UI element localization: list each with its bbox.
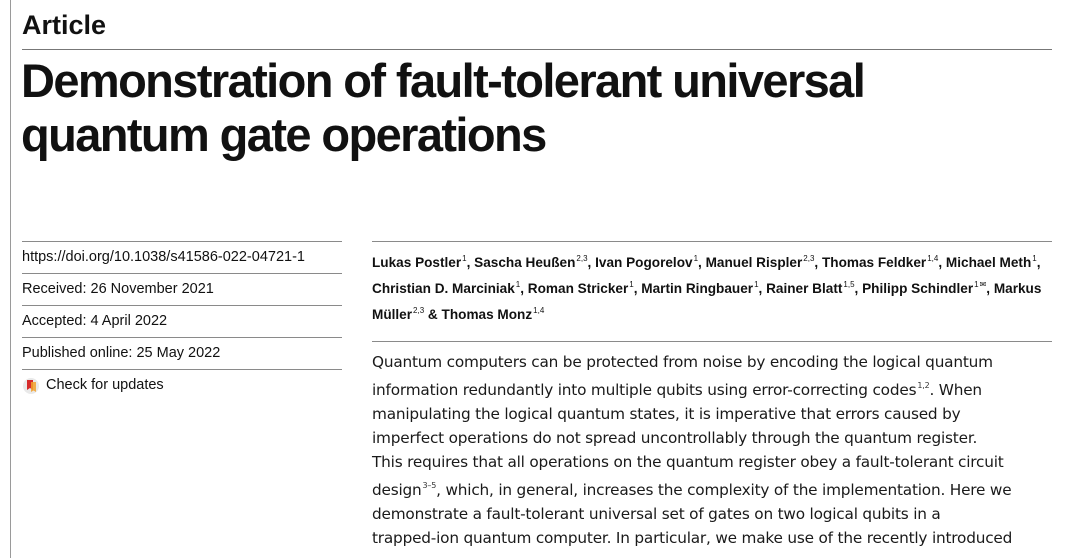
check-for-updates-label: Check for updates: [46, 377, 164, 393]
abstract-text: , which, in general, increases the complexity of the implementation. Here we: [436, 481, 1012, 499]
author-separator: ,: [1036, 255, 1041, 270]
abstract-text: . When: [929, 381, 982, 399]
author-affiliation: 1: [974, 280, 979, 289]
author-name[interactable]: Michael Meth: [945, 255, 1032, 270]
author-separator: ,: [698, 255, 706, 270]
published-date: Published online: 25 May 2022: [22, 337, 342, 369]
author-separator: ,: [633, 281, 642, 296]
abstract-divider: [372, 341, 1052, 342]
author-affiliation: 1: [754, 280, 759, 289]
author-separator: ,: [938, 255, 946, 270]
author-name[interactable]: Ivan Pogorelov: [595, 255, 693, 270]
author-name[interactable]: Markus Müller: [372, 281, 1042, 322]
author-affiliation: 2,3: [576, 254, 588, 263]
citation-reference[interactable]: 1,2: [917, 381, 930, 390]
left-margin-rule: [10, 0, 11, 558]
abstract-text: design: [372, 481, 422, 499]
abstract-line: [372, 526, 1052, 550]
author-affiliation: 1,4: [927, 254, 939, 263]
author-name[interactable]: Roman Stricker: [527, 281, 629, 296]
abstract-text: This requires that all operations on the quantum register obey a fault-tolerant circuit: [372, 453, 1004, 471]
abstract: [372, 350, 1052, 550]
doi-link[interactable]: https://doi.org/10.1038/s41586-022-04721-1: [22, 241, 342, 273]
header-divider: [22, 49, 1052, 50]
article-title: [21, 54, 1061, 162]
citation-reference[interactable]: 3–5: [422, 481, 437, 490]
title-line: quantum gate operations: [21, 108, 546, 161]
author-separator: ,: [854, 281, 863, 296]
abstract-text: manipulating the logical quantum states, it is imperative that errors caused by: [372, 405, 961, 423]
abstract-line: [372, 374, 1052, 402]
abstract-line: [372, 474, 1052, 502]
author-affiliation: 1,4: [533, 306, 545, 315]
author-name[interactable]: Martin Ringbauer: [641, 281, 754, 296]
abstract-text: Quantum computers can be protected from noise by encoding the logical quantum: [372, 353, 993, 371]
author-separator: ,: [520, 281, 528, 296]
abstract-line: [372, 350, 1052, 374]
author-separator: &: [424, 307, 442, 322]
article-metadata: [22, 241, 342, 401]
accepted-date: Accepted: 4 April 2022: [22, 305, 342, 337]
author-separator: ,: [758, 281, 767, 296]
author-separator: ,: [986, 281, 994, 296]
check-for-updates-icon: [22, 377, 40, 395]
received-date: Received: 26 November 2021: [22, 273, 342, 305]
article-type-label: Article: [22, 10, 107, 40]
author-separator: ,: [814, 255, 822, 270]
author-name[interactable]: Christian D. Marciniak: [372, 281, 515, 296]
author-affiliation: 1: [462, 254, 467, 263]
abstract-text: demonstrate a fault-tolerant universal set of gates on two logical qubits in a: [372, 505, 941, 523]
abstract-line: [372, 502, 1052, 526]
author-name[interactable]: Philipp Schindler: [862, 281, 974, 296]
author-separator: ,: [587, 255, 596, 270]
author-affiliation: 1,5: [843, 280, 855, 289]
abstract-line: [372, 426, 1052, 450]
author-separator: ,: [466, 255, 475, 270]
authors-divider: [372, 241, 1052, 242]
author-affiliation: 1: [629, 280, 634, 289]
author-affiliation: 1: [515, 280, 521, 289]
author-name[interactable]: Thomas Monz: [441, 307, 533, 322]
abstract-text: trapped-ion quantum computer. In particular, we make use of the recently introduced: [372, 529, 1013, 547]
author-list: [372, 248, 1052, 326]
abstract-text: information redundantly into multiple qubits using error-correcting codes: [372, 381, 917, 399]
author-affiliation: 1: [1032, 254, 1037, 263]
abstract-line: [372, 402, 1052, 426]
abstract-text: imperfect operations do not spread uncontrollably through the quantum register.: [372, 429, 978, 447]
author-name[interactable]: Sascha Heußen: [474, 255, 576, 270]
author-affiliation: 2,3: [413, 306, 425, 315]
check-for-updates-button[interactable]: [22, 369, 342, 401]
abstract-line: [372, 450, 1052, 474]
author-name[interactable]: Manuel Rispler: [705, 255, 803, 270]
author-affiliation: 1: [693, 254, 699, 263]
author-name[interactable]: Rainer Blatt: [766, 281, 843, 296]
author-name[interactable]: Lukas Postler: [372, 255, 462, 270]
author-affiliation: 2,3: [803, 254, 815, 263]
title-line: Demonstration of fault-tolerant universal: [21, 54, 865, 107]
corresponding-author-mail-icon[interactable]: ✉: [979, 280, 987, 289]
author-name[interactable]: Thomas Feldker: [821, 255, 927, 270]
